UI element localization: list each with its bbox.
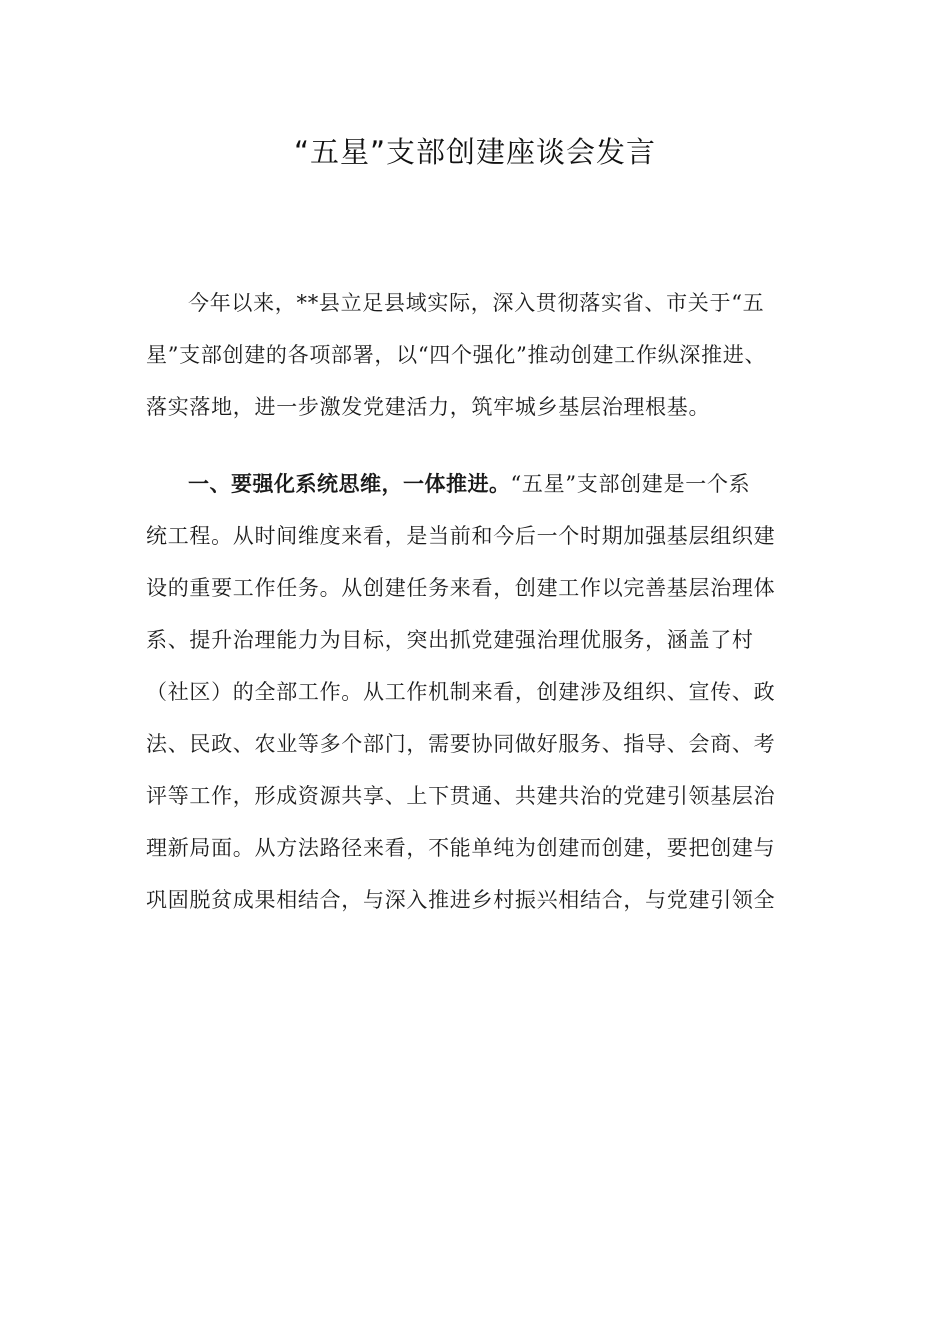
paragraph-line: 理新局面。从方法路径来看，不能单纯为创建而创建，要把创建与	[146, 836, 776, 860]
document-body	[146, 277, 806, 926]
section-heading-rest: “五星”支部创建是一个系	[510, 472, 751, 496]
paragraph-intro	[146, 277, 806, 433]
paragraph-line: 巩固脱贫成果相结合，与深入推进乡村振兴相结合，与党建引领全	[146, 888, 776, 912]
paragraph-line: 法、民政、农业等多个部门，需要协同做好服务、指导、会商、考	[146, 732, 776, 756]
paragraph-line: 星”支部创建的各项部署，以“四个强化”推动创建工作纵深推进、	[146, 343, 767, 367]
paragraph-line: 系、提升治理能力为目标，突出抓党建强治理优服务，涵盖了村	[146, 628, 754, 652]
paragraph-section-1	[146, 458, 806, 926]
paragraph-line: 今年以来，**县立足县域实际，深入贯彻落实省、市关于“五	[188, 291, 765, 315]
paragraph-line: 评等工作，形成资源共享、上下贯通、共建共治的党建引领基层治	[146, 784, 776, 808]
document-title: “五星”支部创建座谈会发言	[293, 135, 657, 169]
paragraph-line	[146, 458, 806, 510]
section-heading: 一、要强化系统思维，一体推进。	[188, 472, 511, 496]
paragraph-line: 设的重要工作任务。从创建任务来看，创建工作以完善基层治理体	[146, 576, 776, 600]
paragraph-line: 统工程。从时间维度来看，是当前和今后一个时期加强基层组织建	[146, 524, 776, 548]
paragraph-line: 落实落地，进一步激发党建活力，筑牢城乡基层治理根基。	[146, 395, 711, 419]
paragraph-line: （社区）的全部工作。从工作机制来看，创建涉及组织、宣传、政	[146, 680, 776, 704]
